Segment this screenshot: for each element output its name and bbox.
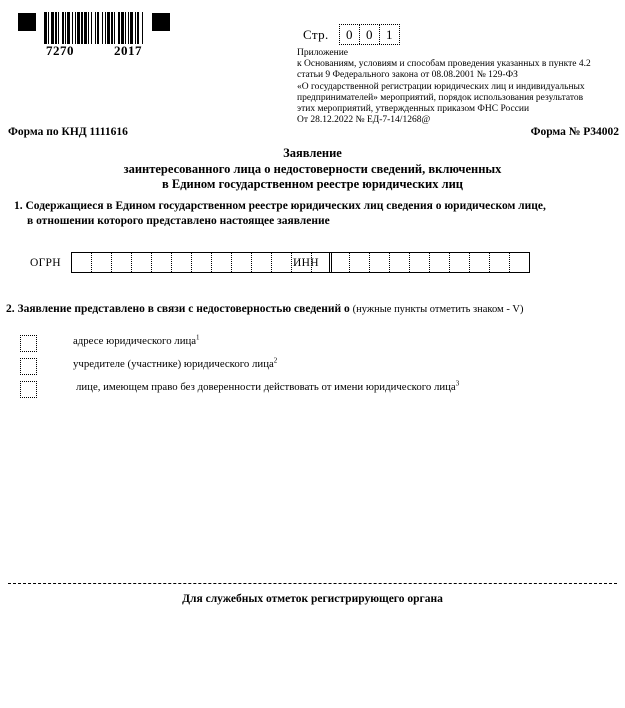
page-number-field: [303, 24, 400, 45]
inn-cell[interactable]: [430, 253, 450, 272]
section-2-heading-text: 2. Заявление представлено в связи с недостоверностью сведений о: [6, 303, 350, 315]
option-footnote-marker: 2: [273, 356, 278, 365]
section-1-heading: [14, 199, 574, 229]
ogrn-cell[interactable]: [132, 253, 152, 272]
inn-cell[interactable]: [330, 253, 350, 272]
inn-cell[interactable]: [470, 253, 490, 272]
ogrn-label: ОГРН: [30, 256, 61, 269]
barcode-digits-left: 7270: [46, 43, 74, 58]
ogrn-cell[interactable]: [252, 253, 272, 272]
page-number-cell[interactable]: 0: [360, 25, 380, 44]
form-number: Форма № Р34002: [530, 126, 619, 138]
title-line-2: заинтересованного лица о недостоверности сведений, включенных: [123, 161, 502, 176]
option-checkbox[interactable]: [20, 335, 37, 352]
annotation-line: к Основаниям, условиям и способам проведения указанных в пункте 4.2: [297, 59, 591, 70]
option-footnote-marker: 3: [455, 379, 460, 388]
page-number-cell[interactable]: 0: [340, 25, 360, 44]
annotation-line: этих мероприятий, утвержденных приказом ФНС России: [297, 104, 530, 115]
ogrn-cell[interactable]: [152, 253, 172, 272]
inn-field: [293, 252, 530, 273]
document-title: [0, 146, 625, 193]
ogrn-cell[interactable]: [212, 253, 232, 272]
inn-cell[interactable]: [450, 253, 470, 272]
option-row: [20, 380, 600, 406]
annotation-line: предпринимателей» мероприятий, порядок использования результатов: [297, 92, 584, 103]
option-row: [20, 357, 600, 380]
annotation-line: статьи 9 Федерального закона от 08.08.2001 № 129-ФЗ: [297, 70, 518, 81]
option-footnote-marker: 1: [196, 333, 200, 342]
ogrn-cell[interactable]: [192, 253, 212, 272]
service-note: Для служебных отметок регистрирующего органа: [182, 593, 443, 605]
option-label: адресе юридического лица$^1$: [73, 333, 200, 347]
barcode-bars: [44, 12, 144, 44]
page-number-cells[interactable]: [339, 24, 400, 45]
ogrn-cell[interactable]: [172, 253, 192, 272]
option-checkbox[interactable]: [20, 381, 37, 398]
title-line-3: в Едином государственном реестре юридических лиц: [161, 177, 463, 191]
barcode-bar: [143, 12, 144, 44]
knd-code: Форма по КНД 1111616: [8, 126, 128, 138]
section-2-hint: (нужные пункты отметить знаком - V): [352, 304, 524, 315]
option-label: лице, имеющем право без доверенности действовать от имени юридического лица$^3$: [76, 379, 460, 393]
barcode-digits-right: 2017: [114, 43, 142, 58]
ogrn-cell[interactable]: [232, 253, 252, 272]
page-number-label: Стр.: [303, 26, 329, 42]
barcode: [44, 12, 144, 59]
inn-cell[interactable]: [490, 253, 510, 272]
section-1-line-2: в отношении которого представлено настоящее заявление: [27, 215, 330, 227]
barcode-digits: [44, 43, 144, 59]
annotation-line: Приложение: [297, 48, 348, 58]
section-1-line-1: 1. Содержащиеся в Едином государственном реестре юридических лиц сведения о юридическом лице,: [14, 200, 546, 212]
option-label: учредителе (участнике) юридического лица$^2$: [73, 356, 278, 370]
ogrn-field: [30, 252, 332, 273]
footer-divider: [8, 583, 617, 584]
inn-cell[interactable]: [350, 253, 370, 272]
section-2-heading: [6, 303, 524, 315]
ogrn-cell[interactable]: [92, 253, 112, 272]
registration-mark-left: [18, 13, 36, 31]
inn-cell[interactable]: [390, 253, 410, 272]
option-row: [20, 334, 600, 357]
inn-cell[interactable]: [370, 253, 390, 272]
inn-cell[interactable]: [410, 253, 430, 272]
annotation-line: «О государственной регистрации юридических лиц и индивидуальных: [297, 81, 585, 92]
option-checkbox[interactable]: [20, 358, 37, 375]
ogrn-cell[interactable]: [112, 253, 132, 272]
inn-label: ИНН: [293, 256, 319, 269]
page-number-cell[interactable]: 1: [385, 27, 393, 42]
inn-cell[interactable]: [510, 253, 529, 272]
barcode-area: [18, 12, 170, 59]
inn-cells[interactable]: [329, 252, 530, 273]
title-line-1: Заявление: [283, 146, 342, 160]
ogrn-cell[interactable]: [72, 253, 92, 272]
section-2-options: [20, 334, 600, 406]
annotation-line: От 28.12.2022 № ЕД-7-14/1268@: [297, 115, 431, 126]
ogrn-cell[interactable]: [272, 253, 292, 272]
registration-mark-right: [152, 13, 170, 31]
annotation-text: [297, 48, 622, 126]
